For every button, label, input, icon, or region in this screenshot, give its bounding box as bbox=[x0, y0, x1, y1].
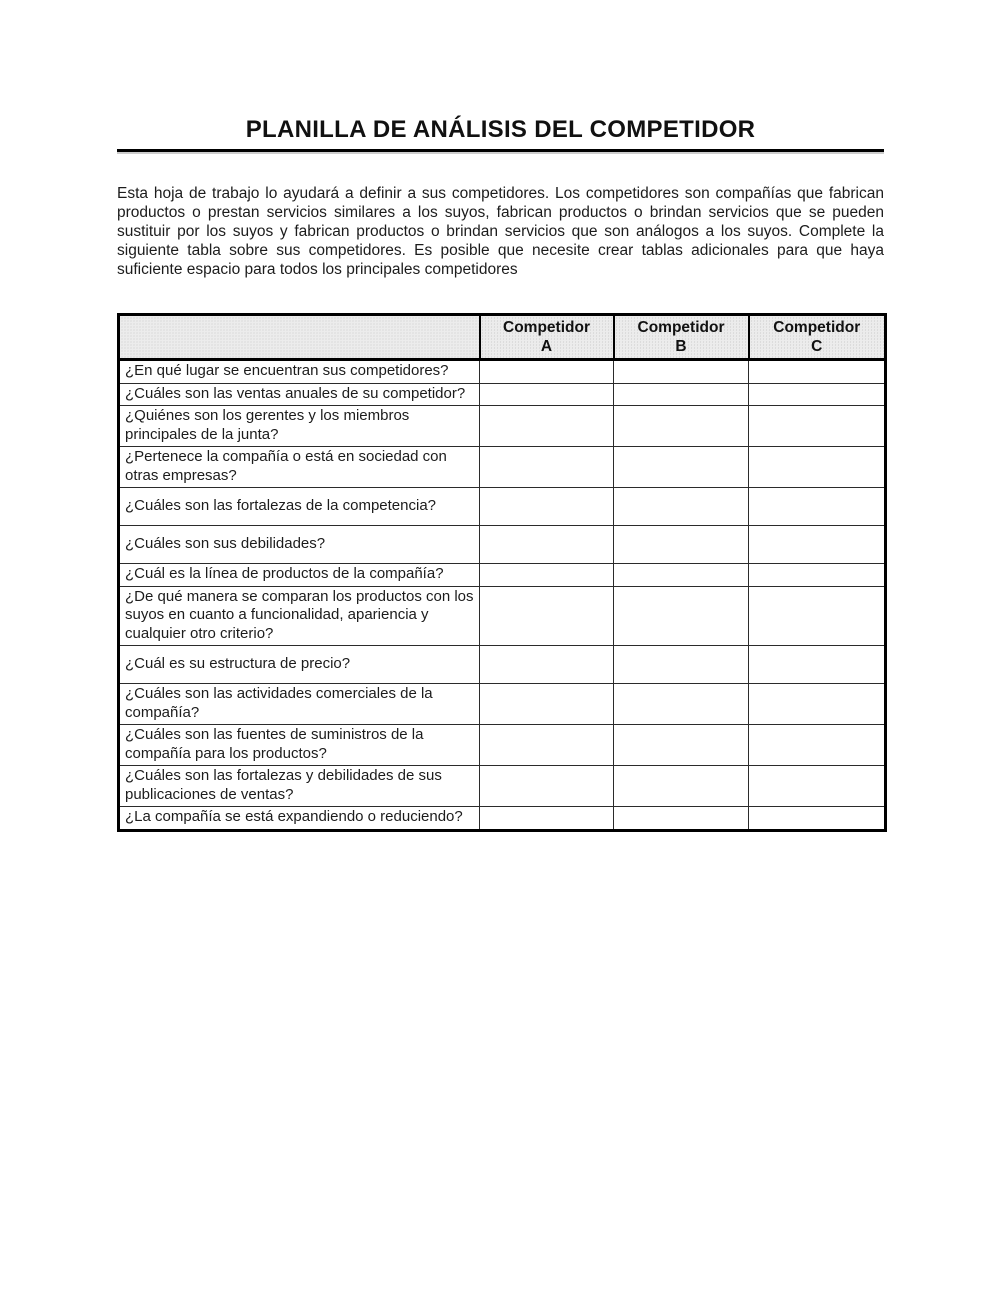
col-header-competitor-a bbox=[480, 315, 614, 360]
table-row bbox=[119, 360, 886, 384]
answer-cell-b bbox=[614, 586, 749, 646]
answer-cell-c bbox=[749, 526, 886, 564]
answer-cell-c bbox=[749, 586, 886, 646]
answer-cell-a bbox=[480, 646, 614, 684]
answer-cell-a bbox=[480, 406, 614, 447]
answer-cell-b bbox=[614, 725, 749, 766]
table-header-row bbox=[119, 315, 886, 360]
table-row bbox=[119, 383, 886, 406]
answer-cell-b bbox=[614, 766, 749, 807]
question-cell: ¿Cuáles son las fortalezas de la competencia? bbox=[119, 488, 480, 526]
question-cell: ¿Cuál es su estructura de precio? bbox=[119, 646, 480, 684]
table-row bbox=[119, 766, 886, 807]
col-header-label: Competidor bbox=[503, 319, 590, 336]
page-title: PLANILLA DE ANÁLISIS DEL COMPETIDOR bbox=[245, 116, 756, 143]
table-row bbox=[119, 564, 886, 587]
col-header-competitor-c bbox=[749, 315, 886, 360]
answer-cell-c bbox=[749, 360, 886, 384]
answer-cell-a bbox=[480, 586, 614, 646]
col-header-label: Competidor bbox=[773, 319, 861, 336]
question-cell: ¿Pertenece la compañía o está en sociedad con otras empresas? bbox=[119, 447, 480, 488]
answer-cell-b bbox=[614, 406, 749, 447]
col-header-letter: C bbox=[811, 338, 823, 355]
col-header-competitor-b bbox=[614, 315, 749, 360]
answer-cell-c bbox=[749, 447, 886, 488]
answer-cell-b bbox=[614, 646, 749, 684]
answer-cell-b bbox=[614, 564, 749, 587]
answer-cell-c bbox=[749, 725, 886, 766]
answer-cell-c bbox=[749, 383, 886, 406]
answer-cell-a bbox=[480, 526, 614, 564]
answer-cell-c bbox=[749, 488, 886, 526]
answer-cell-a bbox=[480, 725, 614, 766]
answer-cell-c bbox=[749, 684, 886, 725]
answer-cell-c bbox=[749, 766, 886, 807]
title-underline bbox=[117, 149, 884, 152]
answer-cell-c bbox=[749, 646, 886, 684]
question-cell: ¿La compañía se está expandiendo o reduciendo? bbox=[119, 807, 480, 831]
answer-cell-a bbox=[480, 488, 614, 526]
answer-cell-b bbox=[614, 360, 749, 384]
question-cell: ¿Cuáles son las fortalezas y debilidades de sus publicaciones de ventas? bbox=[119, 766, 480, 807]
answer-cell-a bbox=[480, 807, 614, 831]
intro-paragraph: Esta hoja de trabajo lo ayudará a definir a sus competidores. Los competidores son compañías que fabrican productos o prestan servicios similares a los suyos, fabrican productos o brindan servicios que se pueden sustituir por los suyos y fabrican productos o brindan servicios que son análogos a los suyos. Complete la siguiente tabla sobre sus competidores. Es posible que necesite crear tablas adicionales para que haya suficiente espacio para todos los principales competidores bbox=[117, 185, 884, 278]
answer-cell-a bbox=[480, 360, 614, 384]
answer-cell-a bbox=[480, 383, 614, 406]
answer-cell-b bbox=[614, 383, 749, 406]
table-row bbox=[119, 406, 886, 447]
answer-cell-b bbox=[614, 526, 749, 564]
question-cell: ¿En qué lugar se encuentran sus competidores? bbox=[119, 360, 480, 384]
answer-cell-a bbox=[480, 447, 614, 488]
table-row bbox=[119, 684, 886, 725]
question-cell: ¿Quiénes son los gerentes y los miembros principales de la junta? bbox=[119, 406, 480, 447]
answer-cell-c bbox=[749, 807, 886, 831]
question-cell: ¿De qué manera se comparan los productos con los suyos en cuanto a funcionalidad, apariencia y cualquier otro criterio? bbox=[119, 586, 480, 646]
answer-cell-c bbox=[749, 564, 886, 587]
answer-cell-a bbox=[480, 684, 614, 725]
answer-cell-b bbox=[614, 488, 749, 526]
question-cell: ¿Cuáles son sus debilidades? bbox=[119, 526, 480, 564]
question-cell: ¿Cuáles son las fuentes de suministros de la compañía para los productos? bbox=[119, 725, 480, 766]
table-row bbox=[119, 488, 886, 526]
answer-cell-a bbox=[480, 766, 614, 807]
col-header-letter: A bbox=[540, 338, 553, 355]
table-row bbox=[119, 807, 886, 831]
col-header-label: Competidor bbox=[637, 319, 725, 336]
answer-cell-b bbox=[614, 447, 749, 488]
competitor-analysis-table bbox=[117, 313, 887, 832]
question-cell: ¿Cuáles son las actividades comerciales de la compañía? bbox=[119, 684, 480, 725]
question-cell: ¿Cuáles son las ventas anuales de su competidor? bbox=[119, 383, 480, 406]
question-cell: ¿Cuál es la línea de productos de la compañía? bbox=[119, 564, 480, 587]
table-row bbox=[119, 646, 886, 684]
table-row bbox=[119, 447, 886, 488]
answer-cell-b bbox=[614, 684, 749, 725]
col-header-letter: B bbox=[675, 338, 687, 355]
answer-cell-c bbox=[749, 406, 886, 447]
table-row bbox=[119, 526, 886, 564]
table-row bbox=[119, 586, 886, 646]
answer-cell-b bbox=[614, 807, 749, 831]
answer-cell-a bbox=[480, 564, 614, 587]
col-header-blank bbox=[119, 315, 480, 360]
table-row bbox=[119, 725, 886, 766]
